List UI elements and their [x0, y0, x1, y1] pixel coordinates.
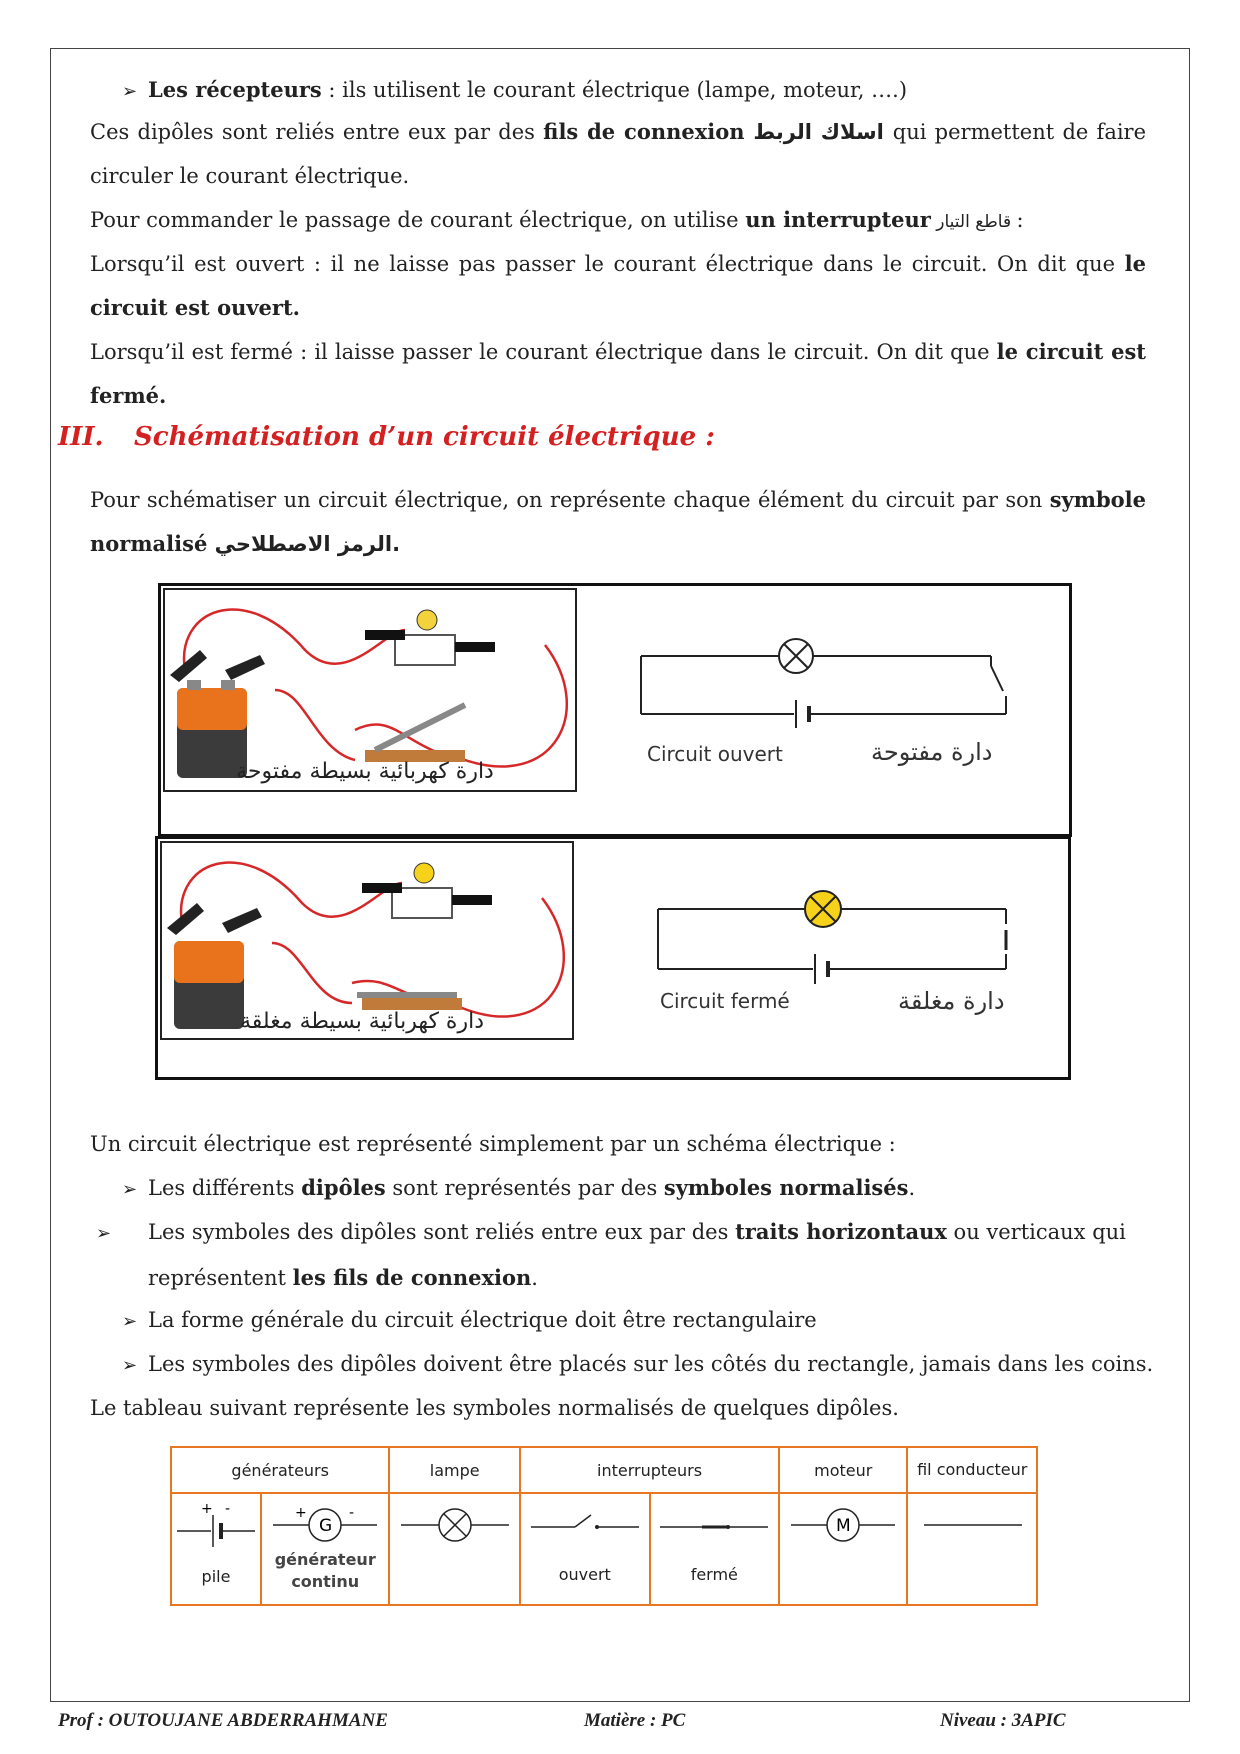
- text: La forme générale du circuit électrique doit être rectangulaire: [148, 1308, 817, 1332]
- text: qui permettent de faire circuler le courant électrique.: [90, 120, 1147, 188]
- text: Les différents: [148, 1176, 302, 1200]
- schema-label-fr-closed: Circuit fermé: [660, 989, 790, 1013]
- footer-prof: Prof : OUTOUJANE ABDERRAHMANE: [58, 1710, 388, 1731]
- label-pile: pile: [201, 1567, 231, 1586]
- header-moteur: moteur: [779, 1447, 907, 1493]
- minus-sign: -: [225, 1501, 231, 1517]
- text: Les symboles des dipôles sont reliés entre eux par des: [148, 1220, 736, 1244]
- bold-term: fils de connexion: [543, 119, 745, 144]
- generator-letter: G: [319, 1516, 333, 1536]
- text: Lorsqu’il est fermé : il laisse passer le courant électrique dans le circuit. On dit que: [90, 340, 997, 364]
- arabic-term: الرمز الاصطلاحي.: [207, 532, 401, 556]
- photo-caption-closed: دارة كهربائية بسيطة مغلقة: [239, 1009, 484, 1034]
- bullet-text: : ils utilisent le courant électrique (lampe, moteur, ….): [321, 78, 908, 102]
- arabic-term: قاطع التيار: [930, 212, 1017, 232]
- photo-closed-circuit: [160, 841, 574, 1040]
- schema-label-ar-open: دارة مفتوحة: [871, 738, 993, 766]
- arrow-bullet-icon: ➢: [122, 81, 138, 102]
- text: ou verticaux qui représentent: [148, 1220, 1126, 1290]
- wire-symbol-icon: [912, 1495, 1032, 1555]
- section-number: III.: [58, 422, 104, 452]
- text: .: [531, 1266, 538, 1290]
- paragraph-interrupteur: [90, 198, 1146, 244]
- arrow-bullet-icon: ➢: [122, 1179, 138, 1200]
- text: Lorsqu’il est ouvert : il ne laisse pas passer le courant électrique dans le circuit. On dit que: [90, 252, 1125, 276]
- header-fil: fil conducteur: [907, 1447, 1037, 1493]
- label-ferme: fermé: [690, 1565, 738, 1584]
- battery-symbol-icon: [173, 1495, 259, 1555]
- bullet-recepteurs: [122, 68, 907, 114]
- text: :: [1016, 208, 1024, 232]
- cell-moteur: [779, 1493, 907, 1605]
- schema-label-ar-closed: دارة مغلقة: [898, 987, 1005, 1015]
- photo-open-circuit: [163, 588, 577, 792]
- schema-label-fr-open: Circuit ouvert: [647, 742, 783, 766]
- section-heading: [58, 422, 715, 452]
- plus-sign: +: [295, 1505, 307, 1521]
- bold-term: un interrupteur: [745, 207, 931, 232]
- rule-item: [122, 1342, 1162, 1388]
- table-row: [171, 1493, 1037, 1605]
- text: .: [908, 1176, 916, 1200]
- bold-term: les fils de connexion: [292, 1265, 532, 1290]
- bold-term: symboles normalisés: [663, 1175, 909, 1200]
- cell-generateur-continu: [261, 1493, 389, 1605]
- text: sont représentés par des: [385, 1176, 664, 1200]
- motor-letter: M: [836, 1516, 851, 1536]
- arrow-bullet-icon: ➢: [96, 1223, 112, 1244]
- bold-term: le circuit est ouvert.: [90, 251, 1146, 320]
- label-generateur-continu: générateur continu: [274, 1550, 376, 1591]
- bold-term: Les récepteurs: [148, 77, 322, 102]
- arrow-bullet-icon: ➢: [122, 1355, 138, 1376]
- text: Ces dipôles sont reliés entre eux par des: [90, 120, 544, 144]
- footer-matiere: Matière : PC: [584, 1710, 686, 1731]
- cell-lampe: [389, 1493, 520, 1605]
- paragraph-ouvert: [90, 242, 1146, 330]
- cell-interrupteur-ouvert: [520, 1493, 650, 1605]
- bold-term: le circuit est fermé.: [90, 339, 1147, 408]
- cell-interrupteur-ferme: [650, 1493, 780, 1605]
- bold-term: dipôles: [301, 1175, 386, 1200]
- lamp-symbol-icon: [395, 1495, 515, 1555]
- text: Pour commander le passage de courant électrique, on utilise: [90, 208, 746, 232]
- bold-term: symbole normalisé: [90, 487, 1146, 556]
- open-switch-symbol-icon: [525, 1495, 645, 1551]
- text: Pour schématiser un circuit électrique, on représente chaque élément du circuit par son: [90, 488, 1050, 512]
- header-interrupteurs: interrupteurs: [520, 1447, 779, 1493]
- minus-sign: -: [349, 1505, 355, 1521]
- closed-switch-symbol-icon: [654, 1495, 774, 1551]
- section-title: Schématisation d’un circuit électrique :: [134, 422, 715, 452]
- text: Les symboles des dipôles doivent être placés sur les côtés du rectangle, jamais dans les coins.: [148, 1352, 1154, 1376]
- open-circuit-schema: [631, 626, 1051, 746]
- paragraph-tableau: Le tableau suivant représente les symboles normalisés de quelques dipôles.: [90, 1396, 899, 1420]
- cell-fil: [907, 1493, 1037, 1605]
- paragraph-fils: [90, 110, 1146, 198]
- figure-open-circuit: [158, 583, 1072, 837]
- rule-item: [122, 1298, 1142, 1344]
- arrow-bullet-icon: ➢: [122, 1311, 138, 1332]
- photo-caption-open: دارة كهربائية بسيطة مفتوحة: [236, 759, 494, 784]
- generator-symbol-icon: [265, 1495, 385, 1545]
- bold-term: traits horizontaux: [735, 1219, 947, 1244]
- motor-symbol-icon: [783, 1495, 903, 1555]
- footer-niveau: Niveau : 3APIC: [940, 1710, 1066, 1731]
- paragraph-schema: Un circuit électrique est représenté simplement par un schéma électrique :: [90, 1132, 896, 1156]
- rule-item: [122, 1166, 1142, 1212]
- table-header-row: [171, 1447, 1037, 1493]
- closed-circuit-schema: [648, 874, 1048, 994]
- label-ouvert: ouvert: [558, 1565, 611, 1584]
- symbols-table: [170, 1446, 1038, 1606]
- plus-sign: +: [201, 1501, 213, 1517]
- paragraph-ferme: [90, 330, 1146, 418]
- cell-pile: [171, 1493, 261, 1605]
- paragraph-symbole: [90, 478, 1146, 566]
- arabic-term: اسلاك الربط: [744, 120, 893, 144]
- figure-closed-circuit: [155, 836, 1071, 1080]
- header-generateurs: générateurs: [171, 1447, 389, 1493]
- rule-item: [96, 1210, 1148, 1300]
- header-lampe: lampe: [389, 1447, 520, 1493]
